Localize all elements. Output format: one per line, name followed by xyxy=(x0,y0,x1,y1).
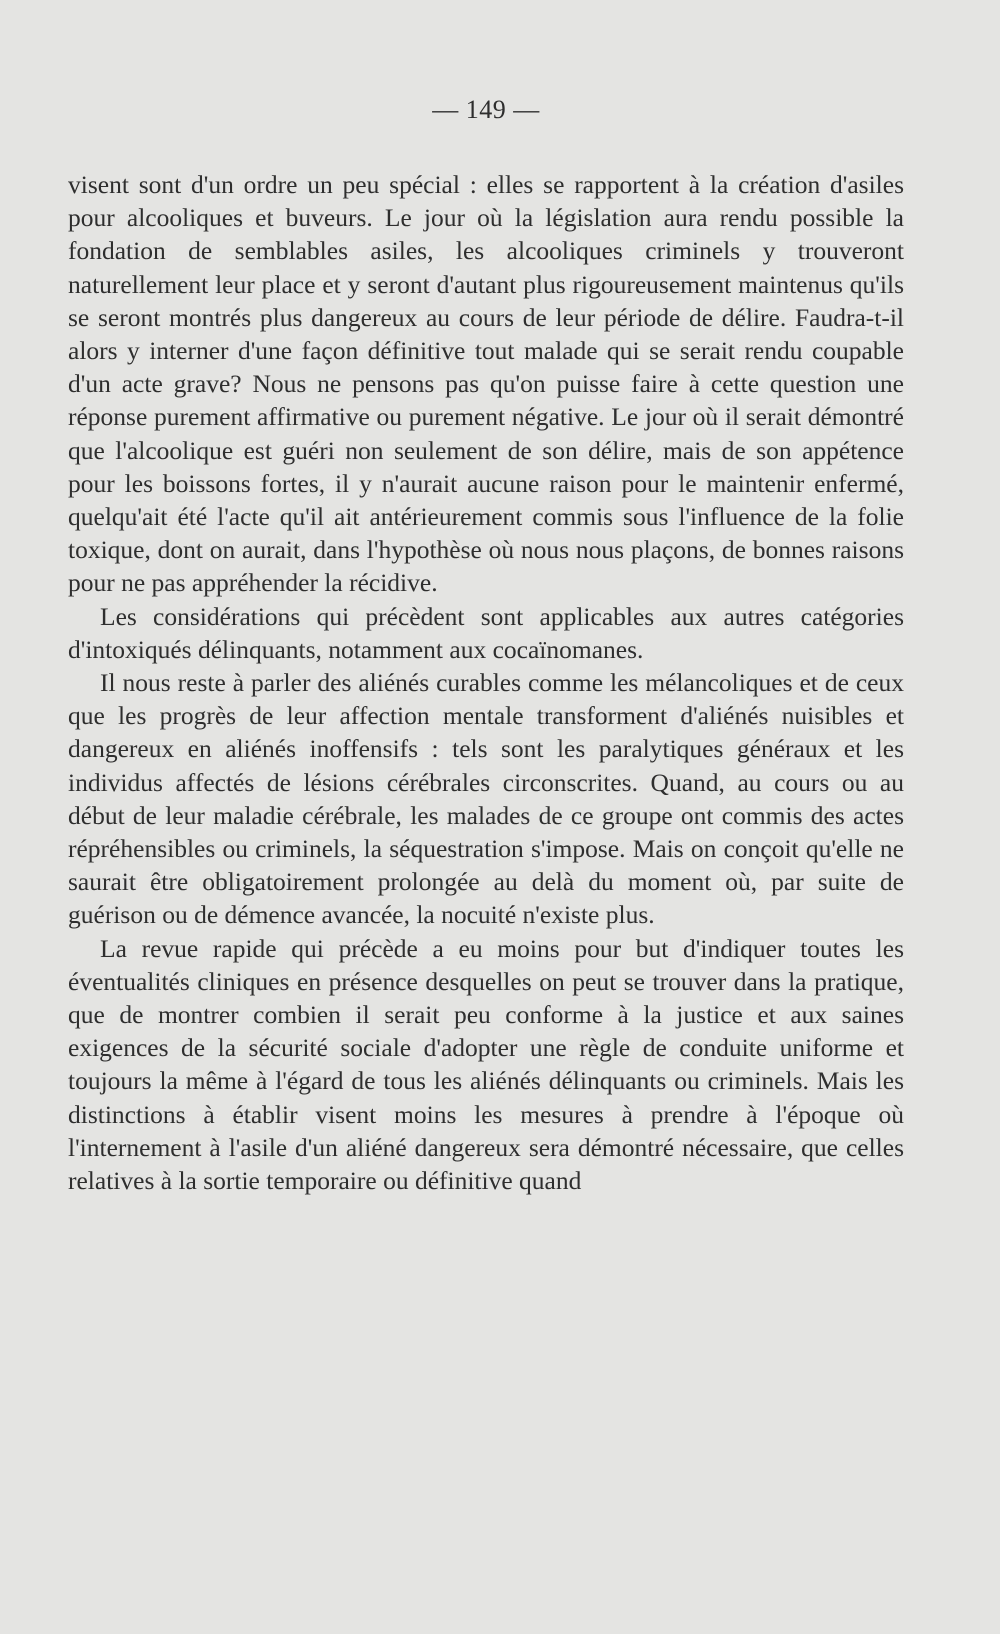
page-number: — 149 — xyxy=(432,95,540,124)
paragraph-continuation: visent sont d'un ordre un peu spécial : elles se rapportent à la création d'asiles pour alcooliques et buveurs. Le jour où la législation aura rendu possible la fondation de semblables asiles, les alcooliques criminels y trouveront naturellement leur place et y seront d'autant plus rigoureusement maintenus qu'ils se seront montrés plus dangereux au cours de leur période de délire. Faudra-t-il alors y interner d'une façon définitive tout malade qui se serait rendu coupable d'un acte grave? Nous ne pensons pas qu'on puisse faire à cette question une réponse purement affirmative ou purement négative. Le jour où il serait démontré que l'alcoolique est guéri non seulement de son délire, mais de son appétence pour les boissons fortes, il y n'aurait aucune raison pour le maintenir enfermé, quelqu'ait été l'acte qu'il ait antérieurement commis sous l'influence de la folie toxique, dont on aurait, dans l'hypothèse où nous nous plaçons, de bonnes raisons pour ne pas appréhender la récidive. xyxy=(68,170,904,598)
paragraph-rapid-review: La revue rapide qui précède a eu moins pour but d'indiquer toutes les éventualités cliniques en présence desquelles on peut se trouver dans la pratique, que de montrer combien il serait peu conforme à la justice et aux saines exigences de la sécurité sociale d'adopter une règle de conduite uniforme et toujours la même à l'égard de tous les aliénés délinquants ou criminels. Mais les distinctions à établir visent moins les mesures à prendre à l'époque où l'internement à l'asile d'un aliéné dangereux sera démontré nécessaire, que celles relatives à la sortie temporaire ou définitive quand xyxy=(68,933,904,1196)
paragraph-curable-insane: Il nous reste à parler des aliénés curables comme les mélancoliques et de ceux que les progrès de leur affection mentale transforment d'aliénés nuisibles et dangereux en aliénés inoffensifs : tels sont les paralytiques généraux et les individus affectés de lésions cérébrales circonscrites. Quand, au cours ou au début de leur maladie cérébrale, les malades de ce groupe ont commis des actes répréhensibles ou criminels, la séquestration s'impose. Mais on conçoit qu'elle ne saurait être obligatoirement prolongée au delà du moment où, par suite de guérison ou de démence avancée, la nocuité n'existe plus. xyxy=(68,668,904,930)
paragraph-intoxicated-delinquents: Les considérations qui précèdent sont applicables aux autres catégories d'intoxiqués délinquants, notamment aux cocaïnomanes. xyxy=(68,601,904,664)
